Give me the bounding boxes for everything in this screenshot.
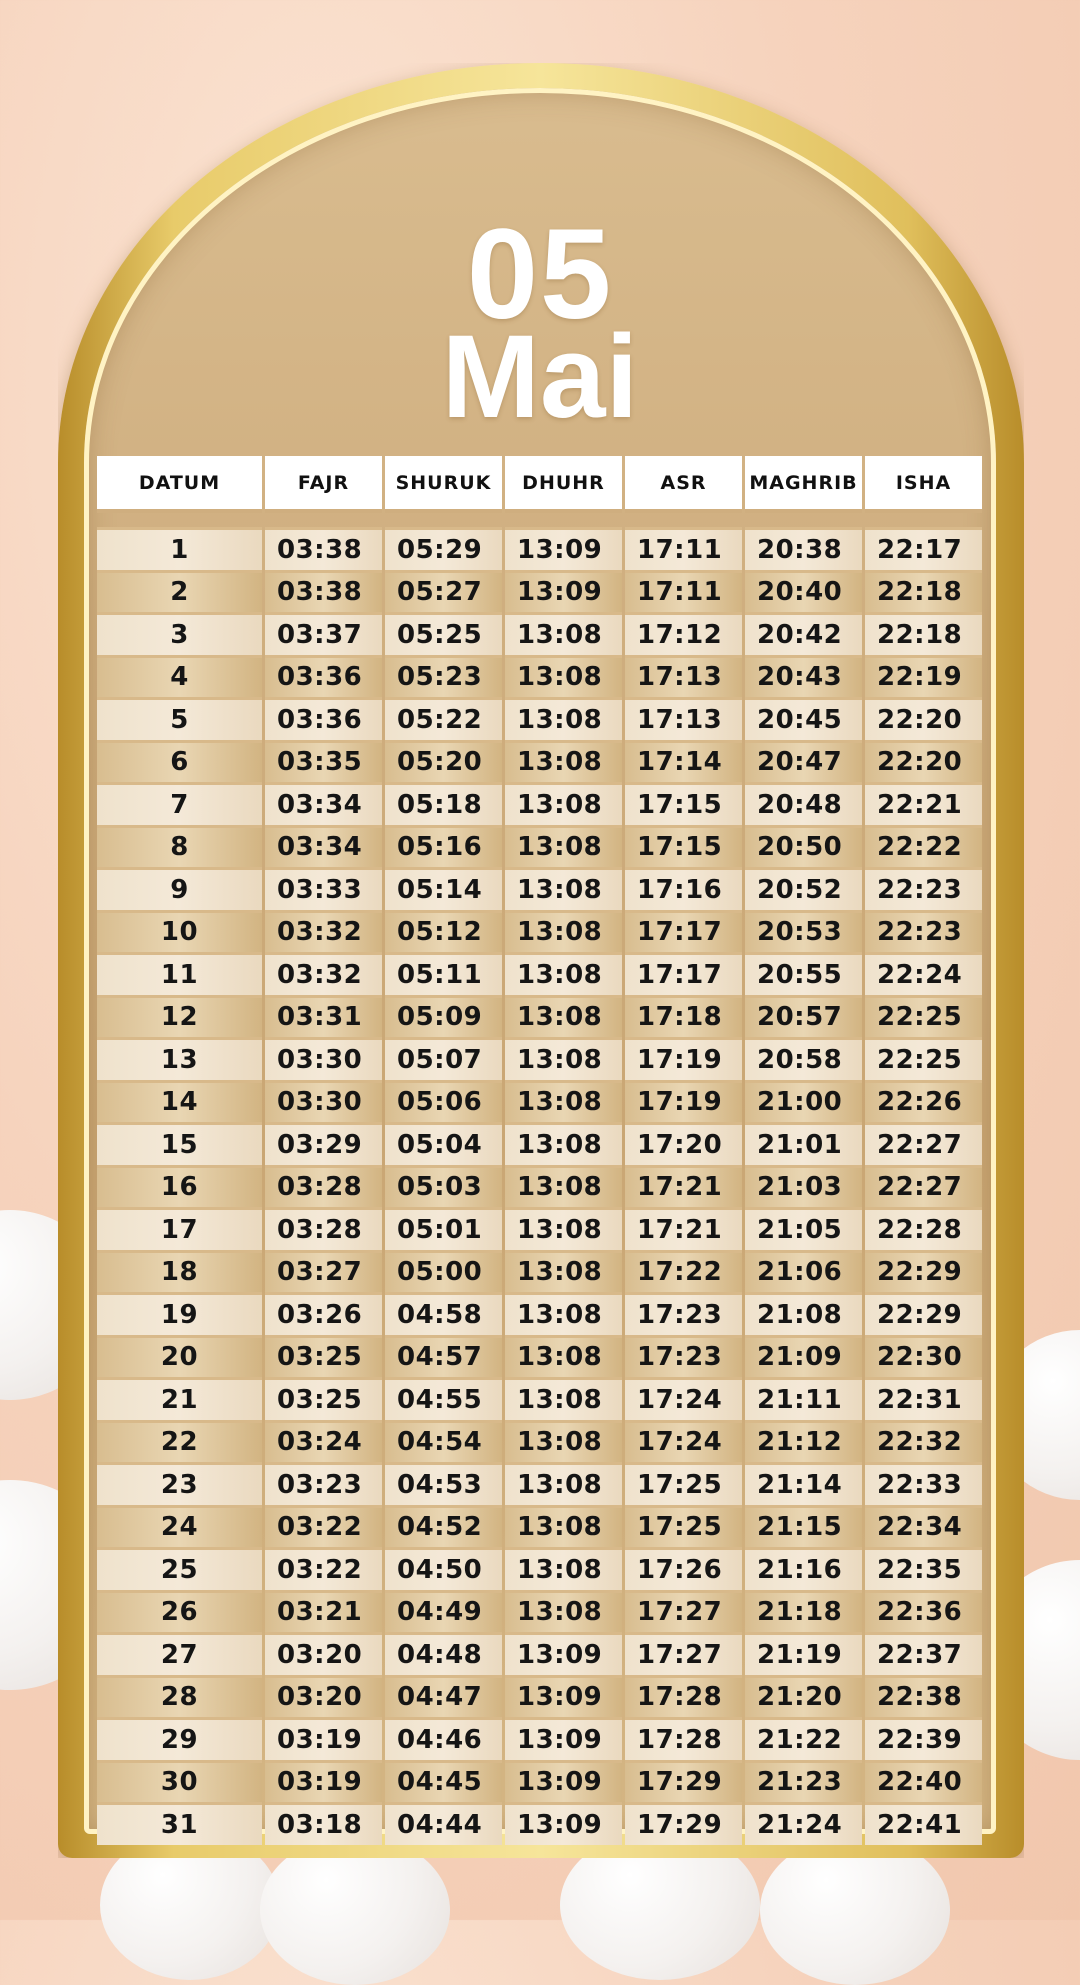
cell-shuruk: 05:00	[385, 1250, 502, 1293]
column-header-shuruk: SHURUK	[385, 456, 502, 513]
spacer-cell	[97, 513, 982, 527]
cell-isha: 22:38	[865, 1675, 982, 1718]
cell-dhuhr: 13:08	[505, 1250, 622, 1293]
cell-maghrib: 20:58	[745, 1037, 862, 1080]
cell-asr: 17:15	[625, 782, 742, 825]
table-row	[97, 1037, 982, 1080]
cell-shuruk: 04:54	[385, 1420, 502, 1463]
cell-dhuhr: 13:08	[505, 910, 622, 953]
cell-shuruk: 05:03	[385, 1165, 502, 1208]
cell-dhuhr: 13:08	[505, 1335, 622, 1378]
cell-fajr: 03:35	[265, 740, 382, 783]
cell-shuruk: 05:12	[385, 910, 502, 953]
table-row	[97, 1717, 982, 1760]
cell-dhuhr: 13:09	[505, 1802, 622, 1845]
cell-isha: 22:17	[865, 527, 982, 570]
column-header-isha: ISHA	[865, 456, 982, 513]
cell-asr: 17:13	[625, 697, 742, 740]
cell-maghrib: 20:55	[745, 952, 862, 995]
cell-maghrib: 21:19	[745, 1632, 862, 1675]
cell-dhuhr: 13:09	[505, 1717, 622, 1760]
cell-datum: 3	[97, 612, 262, 655]
cell-dhuhr: 13:08	[505, 1420, 622, 1463]
cell-maghrib: 20:47	[745, 740, 862, 783]
cell-shuruk: 05:25	[385, 612, 502, 655]
cell-datum: 8	[97, 825, 262, 868]
column-header-datum: DATUM	[97, 456, 262, 513]
table-row	[97, 1377, 982, 1420]
cell-datum: 27	[97, 1632, 262, 1675]
cell-isha: 22:30	[865, 1335, 982, 1378]
cell-fajr: 03:34	[265, 825, 382, 868]
table-row	[97, 740, 982, 783]
cell-shuruk: 05:09	[385, 995, 502, 1038]
cell-asr: 17:23	[625, 1335, 742, 1378]
cell-dhuhr: 13:08	[505, 697, 622, 740]
cell-isha: 22:24	[865, 952, 982, 995]
cell-fajr: 03:28	[265, 1207, 382, 1250]
cell-fajr: 03:38	[265, 527, 382, 570]
cell-datum: 23	[97, 1462, 262, 1505]
cell-isha: 22:23	[865, 910, 982, 953]
cell-shuruk: 05:20	[385, 740, 502, 783]
cell-shuruk: 04:53	[385, 1462, 502, 1505]
cell-maghrib: 21:11	[745, 1377, 862, 1420]
cell-isha: 22:25	[865, 995, 982, 1038]
cell-maghrib: 20:38	[745, 527, 862, 570]
cell-maghrib: 21:14	[745, 1462, 862, 1505]
cell-maghrib: 20:57	[745, 995, 862, 1038]
cell-maghrib: 21:01	[745, 1122, 862, 1165]
cell-dhuhr: 13:08	[505, 612, 622, 655]
cell-asr: 17:17	[625, 952, 742, 995]
cell-asr: 17:17	[625, 910, 742, 953]
column-header-asr: ASR	[625, 456, 742, 513]
cell-fajr: 03:32	[265, 952, 382, 995]
cell-maghrib: 20:42	[745, 612, 862, 655]
cell-dhuhr: 13:08	[505, 1080, 622, 1123]
cell-maghrib: 20:52	[745, 867, 862, 910]
month-number: 05	[466, 203, 614, 346]
cell-asr: 17:15	[625, 825, 742, 868]
cell-asr: 17:24	[625, 1377, 742, 1420]
cell-isha: 22:36	[865, 1590, 982, 1633]
cell-shuruk: 05:14	[385, 867, 502, 910]
cell-maghrib: 21:15	[745, 1505, 862, 1548]
table-row	[97, 952, 982, 995]
table-row	[97, 1165, 982, 1208]
cell-isha: 22:27	[865, 1122, 982, 1165]
cell-dhuhr: 13:08	[505, 1165, 622, 1208]
cell-shuruk: 04:50	[385, 1547, 502, 1590]
cell-maghrib: 21:20	[745, 1675, 862, 1718]
cell-datum: 19	[97, 1292, 262, 1335]
cell-asr: 17:25	[625, 1462, 742, 1505]
cell-datum: 15	[97, 1122, 262, 1165]
cell-dhuhr: 13:08	[505, 1037, 622, 1080]
table-row	[97, 1420, 982, 1463]
cell-asr: 17:24	[625, 1420, 742, 1463]
cell-isha: 22:21	[865, 782, 982, 825]
header-spacer	[97, 513, 982, 527]
cell-maghrib: 21:22	[745, 1717, 862, 1760]
cell-asr: 17:11	[625, 570, 742, 613]
cell-asr: 17:22	[625, 1250, 742, 1293]
cell-fajr: 03:23	[265, 1462, 382, 1505]
cell-isha: 22:35	[865, 1547, 982, 1590]
cell-dhuhr: 13:08	[505, 782, 622, 825]
cell-isha: 22:29	[865, 1250, 982, 1293]
cell-fajr: 03:22	[265, 1547, 382, 1590]
table-row	[97, 527, 982, 570]
cell-shuruk: 04:44	[385, 1802, 502, 1845]
cell-fajr: 03:21	[265, 1590, 382, 1633]
table-row	[97, 1547, 982, 1590]
prayer-times-table	[94, 456, 985, 1845]
cell-fajr: 03:18	[265, 1802, 382, 1845]
cell-isha: 22:19	[865, 655, 982, 698]
cell-fajr: 03:24	[265, 1420, 382, 1463]
cell-asr: 17:14	[625, 740, 742, 783]
cell-dhuhr: 13:08	[505, 1590, 622, 1633]
cell-maghrib: 21:16	[745, 1547, 862, 1590]
table-row	[97, 910, 982, 953]
cell-datum: 13	[97, 1037, 262, 1080]
cell-maghrib: 21:06	[745, 1250, 862, 1293]
cell-fajr: 03:19	[265, 1717, 382, 1760]
cell-maghrib: 21:05	[745, 1207, 862, 1250]
cell-dhuhr: 13:08	[505, 1122, 622, 1165]
cell-datum: 14	[97, 1080, 262, 1123]
cell-asr: 17:21	[625, 1165, 742, 1208]
table-row	[97, 867, 982, 910]
table-row	[97, 782, 982, 825]
table-row	[97, 1632, 982, 1675]
cell-fajr: 03:31	[265, 995, 382, 1038]
cell-datum: 12	[97, 995, 262, 1038]
column-header-maghrib: MAGHRIB	[745, 456, 862, 513]
cell-dhuhr: 13:08	[505, 655, 622, 698]
cell-datum: 1	[97, 527, 262, 570]
cell-isha: 22:39	[865, 1717, 982, 1760]
cell-fajr: 03:28	[265, 1165, 382, 1208]
table-row	[97, 1335, 982, 1378]
cell-maghrib: 21:08	[745, 1292, 862, 1335]
cell-dhuhr: 13:08	[505, 1377, 622, 1420]
cell-maghrib: 20:50	[745, 825, 862, 868]
cell-datum: 5	[97, 697, 262, 740]
cell-asr: 17:27	[625, 1632, 742, 1675]
cell-asr: 17:12	[625, 612, 742, 655]
cell-datum: 6	[97, 740, 262, 783]
cell-dhuhr: 13:08	[505, 825, 622, 868]
table-row	[97, 825, 982, 868]
cell-shuruk: 05:16	[385, 825, 502, 868]
cell-isha: 22:31	[865, 1377, 982, 1420]
cell-datum: 24	[97, 1505, 262, 1548]
cell-shuruk: 04:57	[385, 1335, 502, 1378]
cell-fajr: 03:25	[265, 1377, 382, 1420]
cell-isha: 22:29	[865, 1292, 982, 1335]
cell-datum: 30	[97, 1760, 262, 1803]
cell-fajr: 03:36	[265, 697, 382, 740]
cell-datum: 21	[97, 1377, 262, 1420]
cell-dhuhr: 13:08	[505, 1547, 622, 1590]
cell-shuruk: 04:49	[385, 1590, 502, 1633]
cell-asr: 17:11	[625, 527, 742, 570]
cell-asr: 17:16	[625, 867, 742, 910]
cell-maghrib: 20:48	[745, 782, 862, 825]
table-row	[97, 1250, 982, 1293]
cell-isha: 22:28	[865, 1207, 982, 1250]
cell-isha: 22:27	[865, 1165, 982, 1208]
cell-fajr: 03:27	[265, 1250, 382, 1293]
cell-dhuhr: 13:08	[505, 740, 622, 783]
table-body	[97, 527, 982, 1845]
cell-maghrib: 20:40	[745, 570, 862, 613]
cell-datum: 28	[97, 1675, 262, 1718]
cell-fajr: 03:20	[265, 1632, 382, 1675]
table-header-row	[97, 456, 982, 513]
cell-fajr: 03:26	[265, 1292, 382, 1335]
cell-fajr: 03:34	[265, 782, 382, 825]
cell-shuruk: 05:07	[385, 1037, 502, 1080]
cell-shuruk: 04:45	[385, 1760, 502, 1803]
table-row	[97, 1802, 982, 1845]
cell-dhuhr: 13:08	[505, 1505, 622, 1548]
month-name: Mai	[441, 311, 639, 443]
cell-asr: 17:21	[625, 1207, 742, 1250]
cell-asr: 17:27	[625, 1590, 742, 1633]
cell-shuruk: 05:01	[385, 1207, 502, 1250]
cell-datum: 25	[97, 1547, 262, 1590]
cell-dhuhr: 13:09	[505, 1675, 622, 1718]
cell-datum: 22	[97, 1420, 262, 1463]
table-row	[97, 570, 982, 613]
cell-shuruk: 05:23	[385, 655, 502, 698]
cell-shuruk: 04:52	[385, 1505, 502, 1548]
cell-asr: 17:28	[625, 1717, 742, 1760]
table-row	[97, 995, 982, 1038]
cell-dhuhr: 13:08	[505, 1462, 622, 1505]
cell-isha: 22:18	[865, 570, 982, 613]
cell-maghrib: 21:12	[745, 1420, 862, 1463]
cell-isha: 22:34	[865, 1505, 982, 1548]
cell-maghrib: 21:18	[745, 1590, 862, 1633]
cell-isha: 22:23	[865, 867, 982, 910]
cell-asr: 17:19	[625, 1080, 742, 1123]
cell-datum: 18	[97, 1250, 262, 1293]
cell-isha: 22:20	[865, 697, 982, 740]
cell-datum: 16	[97, 1165, 262, 1208]
cell-shuruk: 05:29	[385, 527, 502, 570]
table-row	[97, 1505, 982, 1548]
cell-dhuhr: 13:08	[505, 1292, 622, 1335]
cell-maghrib: 21:24	[745, 1802, 862, 1845]
cell-dhuhr: 13:08	[505, 867, 622, 910]
cell-shuruk: 04:48	[385, 1632, 502, 1675]
cell-asr: 17:23	[625, 1292, 742, 1335]
cell-shuruk: 05:27	[385, 570, 502, 613]
cell-dhuhr: 13:09	[505, 1632, 622, 1675]
cell-dhuhr: 13:09	[505, 570, 622, 613]
cell-dhuhr: 13:09	[505, 527, 622, 570]
cell-isha: 22:37	[865, 1632, 982, 1675]
cell-datum: 7	[97, 782, 262, 825]
cell-asr: 17:13	[625, 655, 742, 698]
table-row	[97, 1590, 982, 1633]
cell-shuruk: 05:22	[385, 697, 502, 740]
cell-maghrib: 20:45	[745, 697, 862, 740]
cell-datum: 31	[97, 1802, 262, 1845]
cell-maghrib: 21:00	[745, 1080, 862, 1123]
cell-maghrib: 21:23	[745, 1760, 862, 1803]
cell-asr: 17:29	[625, 1802, 742, 1845]
cell-maghrib: 21:09	[745, 1335, 862, 1378]
table-row	[97, 1207, 982, 1250]
cell-datum: 2	[97, 570, 262, 613]
cell-fajr: 03:38	[265, 570, 382, 613]
cell-shuruk: 04:58	[385, 1292, 502, 1335]
column-header-fajr: FAJR	[265, 456, 382, 513]
cell-asr: 17:29	[625, 1760, 742, 1803]
cell-asr: 17:18	[625, 995, 742, 1038]
cell-shuruk: 04:46	[385, 1717, 502, 1760]
cell-asr: 17:28	[625, 1675, 742, 1718]
cell-shuruk: 05:04	[385, 1122, 502, 1165]
cell-datum: 4	[97, 655, 262, 698]
cell-fajr: 03:25	[265, 1335, 382, 1378]
cell-asr: 17:19	[625, 1037, 742, 1080]
table-row	[97, 655, 982, 698]
cell-isha: 22:33	[865, 1462, 982, 1505]
cell-datum: 10	[97, 910, 262, 953]
cell-fajr: 03:20	[265, 1675, 382, 1718]
cell-isha: 22:22	[865, 825, 982, 868]
cell-datum: 20	[97, 1335, 262, 1378]
cell-isha: 22:32	[865, 1420, 982, 1463]
cell-fajr: 03:37	[265, 612, 382, 655]
cell-shuruk: 05:06	[385, 1080, 502, 1123]
cell-maghrib: 20:43	[745, 655, 862, 698]
cell-shuruk: 05:18	[385, 782, 502, 825]
cell-fajr: 03:33	[265, 867, 382, 910]
cell-asr: 17:26	[625, 1547, 742, 1590]
column-header-dhuhr: DHUHR	[505, 456, 622, 513]
table-row	[97, 1675, 982, 1718]
cell-dhuhr: 13:08	[505, 1207, 622, 1250]
cell-fajr: 03:36	[265, 655, 382, 698]
cell-fajr: 03:29	[265, 1122, 382, 1165]
cell-fajr: 03:22	[265, 1505, 382, 1548]
table-row	[97, 1760, 982, 1803]
cell-datum: 29	[97, 1717, 262, 1760]
cell-isha: 22:20	[865, 740, 982, 783]
cell-datum: 9	[97, 867, 262, 910]
cell-isha: 22:18	[865, 612, 982, 655]
table-row	[97, 612, 982, 655]
cell-asr: 17:25	[625, 1505, 742, 1548]
cell-isha: 22:41	[865, 1802, 982, 1845]
table-row	[97, 697, 982, 740]
table-row	[97, 1462, 982, 1505]
cell-fajr: 03:32	[265, 910, 382, 953]
cell-isha: 22:26	[865, 1080, 982, 1123]
table-row	[97, 1122, 982, 1165]
cell-isha: 22:25	[865, 1037, 982, 1080]
table-row	[97, 1292, 982, 1335]
cell-dhuhr: 13:08	[505, 952, 622, 995]
cell-shuruk: 04:55	[385, 1377, 502, 1420]
cell-datum: 17	[97, 1207, 262, 1250]
cell-isha: 22:40	[865, 1760, 982, 1803]
cell-asr: 17:20	[625, 1122, 742, 1165]
cell-datum: 26	[97, 1590, 262, 1633]
cell-fajr: 03:30	[265, 1037, 382, 1080]
cell-shuruk: 04:47	[385, 1675, 502, 1718]
cell-fajr: 03:30	[265, 1080, 382, 1123]
table-row	[97, 1080, 982, 1123]
cell-datum: 11	[97, 952, 262, 995]
cell-dhuhr: 13:09	[505, 1760, 622, 1803]
cell-fajr: 03:19	[265, 1760, 382, 1803]
cell-dhuhr: 13:08	[505, 995, 622, 1038]
cell-maghrib: 21:03	[745, 1165, 862, 1208]
cell-shuruk: 05:11	[385, 952, 502, 995]
cell-maghrib: 20:53	[745, 910, 862, 953]
